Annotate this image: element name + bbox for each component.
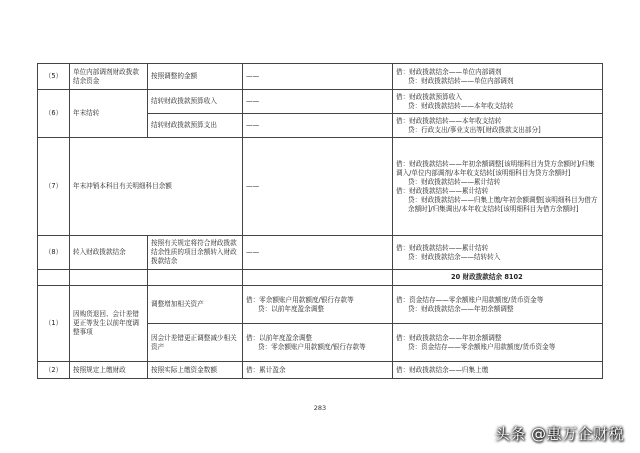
sub-item: 结转财政拨款预算支出 <box>148 114 243 138</box>
budget-entry <box>243 324 393 362</box>
sub-item: 结转财政拨款预算收入 <box>148 90 243 114</box>
sub-item: 调整增加相关资产 <box>148 286 243 324</box>
sub-item: 因会计差错更正调整减少相关资产 <box>148 324 243 362</box>
accounting-entries-table <box>37 63 603 379</box>
entry-line: 贷：以前年度盈余调整 <box>258 304 324 313</box>
section-header-row <box>38 270 603 286</box>
section-title: 20 财政拨款结余 8102 <box>393 270 603 286</box>
entry-line: 借：财政拨款结余——单位内部调剂 <box>396 67 502 76</box>
entry-line: 贷：财政拨款结转——累计结转 <box>408 177 501 186</box>
watermark-text: 头条 @惠万企财税 <box>494 425 624 443</box>
table-row <box>38 90 603 114</box>
blank-cell <box>148 270 243 286</box>
fiscal-entry <box>393 138 603 236</box>
fiscal-entry <box>393 90 603 114</box>
row-number: （7） <box>38 138 70 236</box>
fiscal-entry <box>393 64 603 90</box>
entry-line: 借：财政拨款结转——本年收支结转 <box>396 116 502 125</box>
budget-entry: —— <box>243 90 393 114</box>
table-row <box>38 286 603 324</box>
row-number: （1） <box>38 286 70 362</box>
entry-line: 借：零余额账户用款额度/银行存款等 <box>246 295 354 304</box>
entry-line: 贷：财政拨款结转——本年收支结转 <box>408 101 514 110</box>
table-row <box>38 64 603 90</box>
budget-entry: —— <box>243 236 393 270</box>
budget-entry: 借：累计盈余 <box>243 362 393 379</box>
entry-line: 借：以前年度盈余调整 <box>246 333 312 342</box>
item-name: 年末冲销本科目有关明细科目余额 <box>70 138 243 236</box>
entry-line: 借：财政拨款结转——年初余额调整[该明细科目为贷方余额时]/归集调入/单位内部调剂/本年收支结转[该明细科目为贷方余额时] <box>396 159 595 177</box>
blank-cell <box>38 270 70 286</box>
budget-entry <box>243 286 393 324</box>
entry-line: 贷：财政拨款结转——单位内部调剂 <box>408 76 514 85</box>
blank-cell <box>70 270 148 286</box>
sub-item: 按照调整的金额 <box>148 64 243 90</box>
entry-line: 借：财政拨款预算收入 <box>396 92 462 101</box>
table-row <box>38 138 603 236</box>
entry-line: 借：财政拨款结转——累计结转 <box>396 243 489 252</box>
row-number: （5） <box>38 64 70 90</box>
table-row <box>38 236 603 270</box>
table-row <box>38 362 603 379</box>
entry-line: 借：财政拨款结余——年初余额调整 <box>396 333 502 342</box>
entry-line: 贷：财政拨款结余——结转转入 <box>408 252 501 261</box>
item-name: 因购货退回、会计差错更正等发生以前年度调整事项 <box>70 286 148 362</box>
fiscal-entry <box>393 114 603 138</box>
budget-entry: —— <box>243 64 393 90</box>
entry-line: 贷：财政拨款结余——年初余额调整 <box>408 304 514 313</box>
budget-entry: —— <box>243 138 393 236</box>
entry-line: 贷：行政支出/事业支出等[财政拨款支出部分] <box>408 125 541 134</box>
entry-line: 贷：财政拨款结转——归集上缴/年初余额调整[该明细科目为借方余额时]/归集调出/本年收支结转[该明细科目为借方余额时] <box>408 195 598 213</box>
row-number: （2） <box>38 362 70 379</box>
item-name: 按照规定上缴财政 <box>70 362 148 379</box>
entry-line: 借：财政拨款结转——累计结转 <box>396 186 489 195</box>
fiscal-entry <box>393 324 603 362</box>
entry-line: 借：资金结存——零余额账户用款额度/货币资金等 <box>396 295 544 304</box>
item-name: 年末结转 <box>70 90 148 138</box>
row-number: （6） <box>38 90 70 138</box>
fiscal-entry <box>393 236 603 270</box>
fiscal-entry <box>393 286 603 324</box>
blank-cell <box>243 270 393 286</box>
entry-line: 贷：零余额账户用款额度/银行存款等 <box>258 342 366 351</box>
item-name: 单位内部调剂财政拨款结余资金 <box>70 64 148 90</box>
fiscal-entry: 借：财政拨款结余——归集上缴 <box>393 362 603 379</box>
entry-line: 贷：资金结存——零余额账户用款额度/货币资金等 <box>408 342 556 351</box>
page-number: 283 <box>313 404 327 412</box>
sub-item: 按照实际上缴资金数额 <box>148 362 243 379</box>
sub-item: 按照有关规定将符合财政拨款结余性质的项目余额转入财政拨款结余 <box>148 236 243 270</box>
budget-entry: —— <box>243 114 393 138</box>
row-number: （8） <box>38 236 70 270</box>
item-name: 转入财政拨款结余 <box>70 236 148 270</box>
